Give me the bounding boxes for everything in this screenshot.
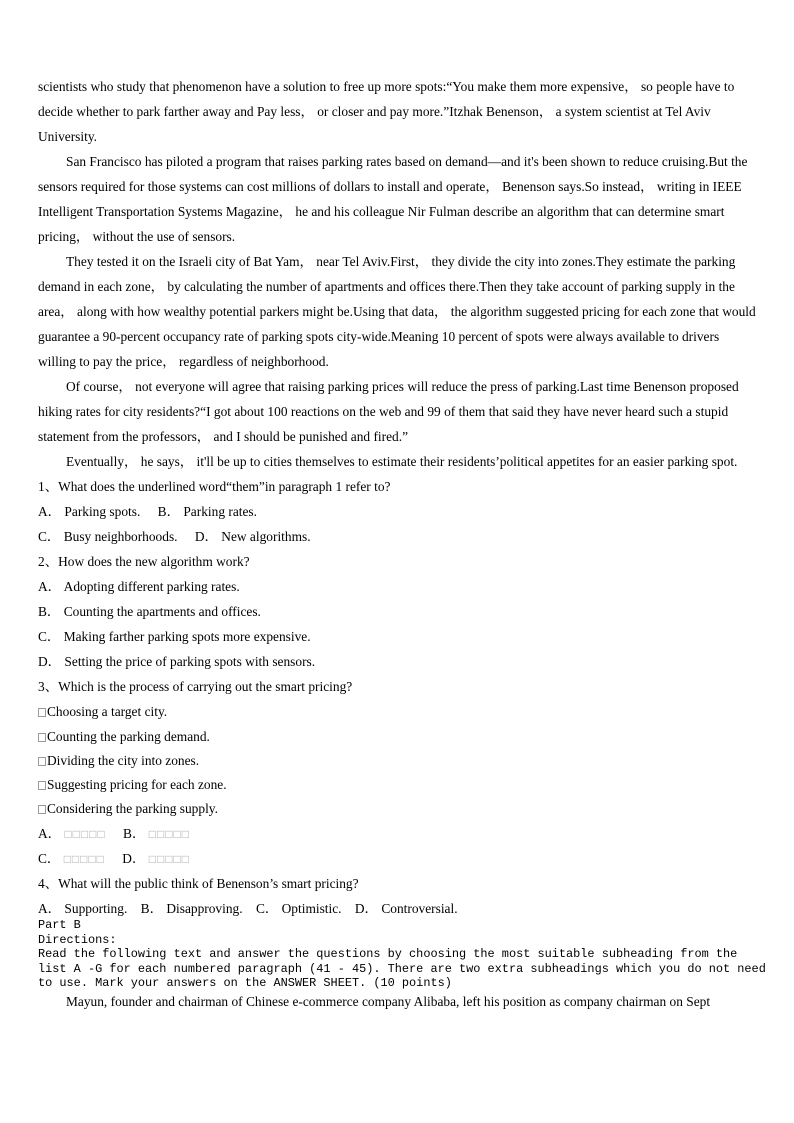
placeholder-box-icon [38, 733, 46, 742]
step-text: Considering the parking supply. [47, 801, 218, 816]
option-label: A． [38, 901, 62, 916]
part-b-directions-line-2: list A -G for each numbered paragraph (41 - 45). There are two extra subheadings which you do not need [38, 961, 766, 976]
question-3-step-3 [38, 748, 756, 772]
step-text: Suggesting pricing for each zone. [47, 777, 227, 792]
option-text: Parking spots. [64, 504, 141, 519]
question-1-option-d[interactable] [195, 524, 311, 549]
option-text: Counting the apartments and offices. [63, 604, 261, 619]
option-label: B． [38, 604, 61, 619]
option-label: B． [157, 504, 180, 519]
option-text: Setting the price of parking spots with sensors. [64, 654, 316, 669]
question-3-options-row-1 [38, 821, 756, 846]
part-b-paragraph-1: Mayun, founder and chairman of Chinese e-commerce company Alibaba, left his position as company chairman on Sept [66, 993, 711, 1009]
option-label: C． [255, 901, 279, 916]
option-text: □□□□□ [148, 827, 190, 841]
question-2-stem: 2、How does the new algorithm work? [38, 554, 250, 569]
question-4-stem: 4、What will the public think of Benenson’s smart pricing? [38, 876, 359, 891]
step-text: Choosing a target city. [47, 704, 168, 719]
option-text: □□□□□ [63, 852, 105, 866]
question-4-option-d[interactable] [355, 896, 458, 921]
option-text: Parking rates. [183, 504, 257, 519]
option-label: B． [123, 826, 146, 841]
question-3-step-4 [38, 772, 756, 796]
placeholder-box-icon [38, 781, 46, 790]
option-label: D． [354, 901, 378, 916]
placeholder-box-icon [38, 805, 46, 814]
option-label: D． [122, 851, 146, 866]
question-4-option-c[interactable] [256, 896, 342, 921]
part-b-directions-line-1: Read the following text and answer the questions by choosing the most suitable subheading from the [38, 947, 738, 962]
option-text: Disapproving. [166, 901, 243, 916]
question-1-option-b[interactable] [158, 499, 257, 524]
question-1-options-row-2 [38, 524, 756, 549]
option-text: Supporting. [64, 901, 128, 916]
option-text: Making farther parking spots more expensive. [63, 629, 311, 644]
option-text: Controversial. [381, 901, 458, 916]
part-b-directions-label: Directions: [38, 932, 117, 947]
question-2-option-b[interactable] [38, 599, 756, 624]
part-b-directions-line-3: to use. Mark your answers on the ANSWER SHEET. (10 points) [38, 976, 452, 991]
option-label: A． [38, 579, 62, 594]
question-1-option-a[interactable] [38, 499, 140, 524]
option-label: C． [38, 629, 61, 644]
question-2-option-d[interactable] [38, 649, 756, 674]
question-3-step-2 [38, 724, 756, 748]
passage-paragraph-3: They tested it on the Israeli city of Bat Yam， near Tel Aviv.First， they divide the city into zones.They estimate the parking demand in each zone， by calculating the number of apartments and offices there.Then they take account of parking supply in the area， along with how wealthy potential parkers might be.Using that data， the algorithm suggested pricing for each zone that would guarantee a 90-percent occupancy rate of parking spots city-wide.Meaning 10 percent of spots were always available to drivers willing to pay the price， regardless of neighborhood. [38, 254, 756, 369]
question-3-step-5 [38, 796, 756, 821]
placeholder-box-icon [38, 757, 46, 766]
reading-passage [38, 74, 756, 474]
option-text: New algorithms. [221, 529, 311, 544]
option-label: B． [140, 901, 163, 916]
part-b-section [38, 918, 766, 1011]
question-2-option-a[interactable] [38, 574, 756, 599]
question-3-stem: 3、Which is the process of carrying out the smart pricing? [38, 679, 353, 694]
question-1-options-row-1 [38, 499, 756, 524]
question-4-option-b[interactable] [141, 896, 243, 921]
question-3-option-b[interactable] [123, 821, 190, 847]
question-3-option-a[interactable] [38, 821, 106, 847]
option-text: □□□□□ [64, 827, 106, 841]
question-1-stem: 1、What does the underlined word“them”in paragraph 1 refer to? [38, 479, 391, 494]
passage-paragraph-1: scientists who study that phenomenon have a solution to free up more spots:“You make them more expensive， so people have to decide whether to park farther away and Pay less， or closer and pay more.”Itzhak Benenson， a system scientist at Tel Aviv University. [38, 79, 735, 144]
option-label: D． [38, 654, 62, 669]
option-label: D． [194, 529, 218, 544]
part-b-title: Part B [38, 918, 81, 932]
passage-paragraph-4: Of course， not everyone will agree that raising parking prices will reduce the press of parking.Last time Benenson proposed hiking rates for city residents?“I got about 100 reactions on the web and 99 of them that said they have never heard such a stupid statement from the professors， and I should be punished and fired.” [38, 379, 739, 444]
step-text: Dividing the city into zones. [47, 753, 200, 768]
option-text: □□□□□ [148, 852, 190, 866]
question-3-options-row-2 [38, 846, 756, 871]
document-page [38, 74, 766, 1011]
passage-paragraph-2: San Francisco has piloted a program that raises parking rates based on demand—and it's been shown to reduce cruising.But the sensors required for those systems can cost millions of dollars to install and operate， Benenson says.So instead， writing in IEEE Intelligent Transportation Systems Magazine， he and his colleague Nir Fulman describe an algorithm that can determine smart pricing， without the use of sensors. [38, 154, 748, 244]
option-text: Optimistic. [281, 901, 342, 916]
placeholder-box-icon [38, 708, 46, 717]
question-4-options-row [38, 896, 756, 918]
option-text: Adopting different parking rates. [63, 579, 240, 594]
option-label: A． [38, 826, 62, 841]
option-text: Busy neighborhoods. [63, 529, 178, 544]
question-2-option-c[interactable] [38, 624, 756, 649]
question-3-option-c[interactable] [38, 846, 105, 872]
passage-paragraph-5: Eventually， he says， it'll be up to cities themselves to estimate their residents’political appetites for an easier parking spot. [66, 454, 738, 469]
question-1-option-c[interactable] [38, 524, 178, 549]
option-label: C． [38, 851, 61, 866]
option-label: C． [38, 529, 61, 544]
question-3-option-d[interactable] [122, 846, 190, 872]
question-3-step-1 [38, 699, 756, 724]
step-text: Counting the parking demand. [47, 729, 210, 744]
question-list [38, 474, 756, 918]
option-label: A． [38, 504, 62, 519]
